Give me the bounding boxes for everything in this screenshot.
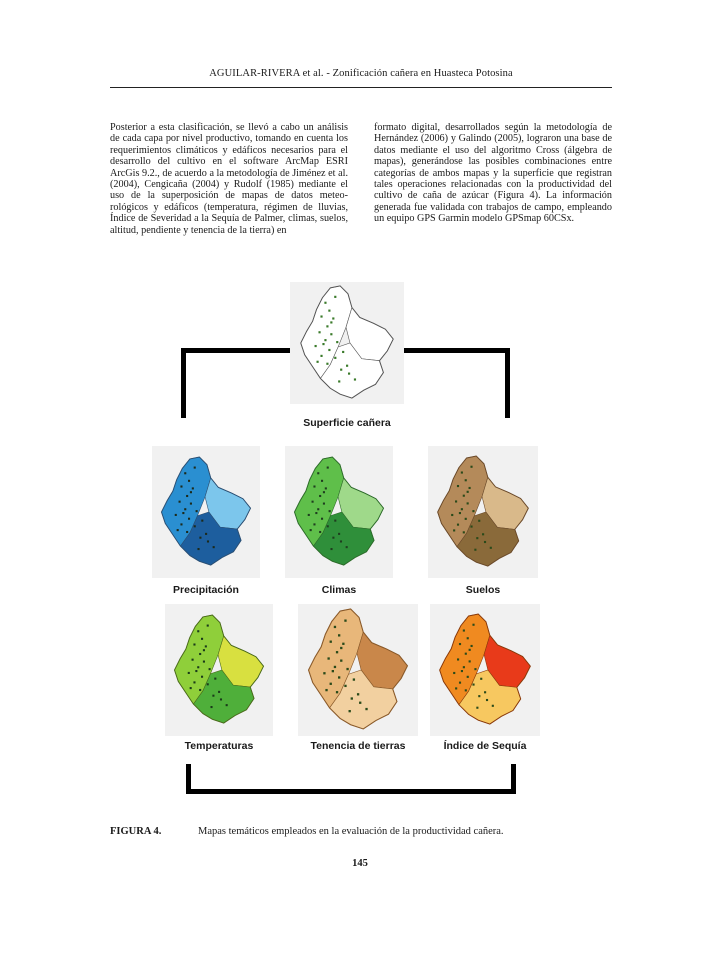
cane-area-mark — [334, 520, 336, 522]
cane-area-mark — [359, 702, 361, 704]
cane-area-mark — [207, 540, 209, 542]
cane-area-mark — [469, 487, 471, 489]
cane-area-mark — [210, 706, 212, 708]
cane-area-mark — [315, 512, 317, 514]
cane-area-mark — [340, 369, 342, 371]
cane-area-mark — [476, 537, 478, 539]
cane-area-mark — [474, 668, 476, 670]
cane-area-mark — [177, 529, 179, 531]
cane-area-mark — [344, 685, 346, 687]
cane-area-mark — [328, 349, 330, 351]
cane-area-mark — [199, 653, 201, 655]
map-indice-de-sequia — [430, 604, 540, 736]
map-drawing-suelos — [428, 446, 538, 578]
cane-area-mark — [471, 645, 473, 647]
cane-area-mark — [461, 670, 463, 672]
cane-area-mark — [193, 681, 195, 683]
cane-area-mark — [482, 533, 484, 535]
map-temperaturas — [165, 604, 273, 736]
cane-area-mark — [324, 302, 326, 304]
cane-area-mark — [465, 653, 467, 655]
cane-area-mark — [459, 512, 461, 514]
cane-area-mark — [329, 510, 331, 512]
cane-area-mark — [465, 689, 467, 691]
cane-area-mark — [336, 691, 338, 693]
cane-area-mark — [213, 546, 215, 548]
cane-area-mark — [184, 508, 186, 510]
cane-area-mark — [207, 625, 209, 627]
cane-area-mark — [190, 503, 192, 505]
cane-area-mark — [455, 500, 457, 502]
map-drawing-superficie — [290, 282, 404, 404]
cane-area-mark — [205, 645, 207, 647]
cane-area-mark — [315, 345, 317, 347]
cane-area-mark — [340, 659, 342, 661]
cane-area-mark — [342, 351, 344, 353]
cane-area-mark — [327, 467, 329, 469]
cane-area-mark — [325, 487, 327, 489]
cane-area-mark — [486, 699, 488, 701]
figure-caption-label: FIGURA 4. — [110, 826, 162, 837]
cane-area-mark — [220, 698, 222, 700]
cane-area-mark — [470, 466, 472, 468]
label-temperaturas: Temperaturas — [184, 740, 254, 752]
cane-area-mark — [336, 341, 338, 343]
cane-area-mark — [318, 331, 320, 333]
cane-area-mark — [490, 547, 492, 549]
cane-area-mark — [348, 373, 350, 375]
cane-area-mark — [195, 670, 197, 672]
cane-area-mark — [184, 472, 186, 474]
map-drawing-climas — [285, 446, 393, 578]
cane-area-mark — [188, 480, 190, 482]
cane-area-mark — [351, 697, 353, 699]
label-superficie-canera: Superficie cañera — [303, 417, 391, 429]
cane-area-mark — [201, 676, 203, 678]
cane-area-mark — [457, 658, 459, 660]
cane-area-mark — [344, 619, 346, 621]
cane-area-mark — [461, 471, 463, 473]
cane-area-mark — [188, 518, 190, 520]
cane-area-mark — [319, 531, 321, 533]
cane-area-mark — [313, 485, 315, 487]
cane-area-mark — [461, 508, 463, 510]
cane-area-mark — [322, 343, 324, 345]
cane-area-mark — [320, 315, 322, 317]
cane-area-mark — [346, 668, 348, 670]
cane-area-mark — [340, 540, 342, 542]
cane-area-mark — [326, 363, 328, 365]
cane-area-mark — [214, 678, 216, 680]
cane-area-mark — [467, 491, 469, 493]
cane-area-mark — [455, 687, 457, 689]
cane-area-mark — [197, 548, 199, 550]
cane-area-mark — [338, 380, 340, 382]
label-tenencia-de-tierras: Tenencia de tierras — [310, 740, 406, 752]
cane-area-mark — [325, 689, 327, 691]
cane-area-mark — [457, 524, 459, 526]
cane-area-mark — [474, 549, 476, 551]
cane-area-mark — [484, 541, 486, 543]
cane-area-mark — [469, 649, 471, 651]
cane-area-mark — [190, 687, 192, 689]
cane-area-mark — [472, 684, 474, 686]
map-precipitacion — [152, 446, 260, 578]
cane-area-mark — [338, 533, 340, 535]
cane-area-mark — [308, 514, 310, 516]
map-drawing-tenencia — [298, 604, 418, 736]
cane-area-mark — [323, 503, 325, 505]
cane-area-mark — [354, 378, 356, 380]
cane-area-mark — [190, 491, 192, 493]
map-drawing-temperaturas — [165, 604, 273, 736]
cane-area-mark — [463, 531, 465, 533]
cane-area-mark — [334, 296, 336, 298]
cane-area-mark — [226, 704, 228, 706]
cane-area-mark — [338, 676, 340, 678]
cane-area-mark — [317, 361, 319, 363]
label-climas: Climas — [321, 584, 357, 596]
cane-area-mark — [330, 641, 332, 643]
cane-area-mark — [205, 533, 207, 535]
cane-area-mark — [328, 310, 330, 312]
cane-area-mark — [199, 537, 201, 539]
cane-area-mark — [470, 526, 472, 528]
figure-caption-text: Mapas temáticos empleados en la evaluación de la productividad cañera. — [198, 826, 504, 837]
cane-area-mark — [365, 708, 367, 710]
cane-area-mark — [478, 520, 480, 522]
cane-area-mark — [484, 691, 486, 693]
cane-area-mark — [310, 529, 312, 531]
cane-area-mark — [320, 355, 322, 357]
cane-area-mark — [196, 510, 198, 512]
cane-area-mark — [330, 683, 332, 685]
cane-area-mark — [457, 485, 459, 487]
cane-area-mark — [330, 548, 332, 550]
cane-area-mark — [212, 695, 214, 697]
cane-area-mark — [467, 637, 469, 639]
label-indice-de-sequia: Índice de Sequía — [443, 740, 527, 752]
cane-area-mark — [334, 666, 336, 668]
cane-area-mark — [182, 512, 184, 514]
cane-area-mark — [467, 676, 469, 678]
label-precipitacion: Precipitación — [173, 584, 239, 596]
cane-area-mark — [317, 472, 319, 474]
cane-area-mark — [342, 643, 344, 645]
cane-area-mark — [453, 529, 455, 531]
map-climas — [285, 446, 393, 578]
cane-area-mark — [326, 325, 328, 327]
cane-area-mark — [465, 479, 467, 481]
cane-area-mark — [465, 518, 467, 520]
cane-area-mark — [201, 520, 203, 522]
cane-area-mark — [338, 634, 340, 636]
cane-area-mark — [353, 678, 355, 680]
cane-area-mark — [203, 661, 205, 663]
cane-area-mark — [186, 531, 188, 533]
cane-area-mark — [469, 660, 471, 662]
cane-area-mark — [340, 647, 342, 649]
cane-area-mark — [194, 525, 196, 527]
cane-area-mark — [193, 643, 195, 645]
cane-area-mark — [194, 467, 196, 469]
cane-area-mark — [203, 649, 205, 651]
body-text-left-column: Posterior a esta clasificación, se llevó a cabo un análisis de cada capa por nivel productivo, tomando en cuenta los requerimientos climáticos y edáficos necesarios para el desarrollo del cultivo en el software ArcMap ESRI ArcGis 9.2., de acuerdo a la metodología de Jiménez et al. (2004), Cengicaña (2004) y Rudolf (1985) mediante el uso de la superposición de mapas de datos meteo-rológicos y edáficos (temperatura, régimen de lluvias, Índice de Severidad a la Sequía de Palmer, climas, suelos, altitud, pendiente y tenencia de la tierra) en — [110, 122, 348, 236]
cane-area-mark — [492, 705, 494, 707]
cane-area-mark — [319, 495, 321, 497]
cane-area-mark — [179, 501, 181, 503]
cane-area-mark — [334, 626, 336, 628]
cane-area-mark — [209, 668, 211, 670]
cane-area-mark — [186, 495, 188, 497]
cane-area-mark — [451, 514, 453, 516]
map-tenencia-de-tierras — [298, 604, 418, 736]
map-drawing-precipitacion — [152, 446, 260, 578]
figure-caption — [110, 826, 630, 837]
cane-area-mark — [192, 487, 194, 489]
cane-area-mark — [323, 491, 325, 493]
cane-area-mark — [346, 546, 348, 548]
cane-area-mark — [180, 523, 182, 525]
cane-area-mark — [218, 691, 220, 693]
cane-area-mark — [188, 672, 190, 674]
cane-area-mark — [317, 508, 319, 510]
map-suelos — [428, 446, 538, 578]
cane-area-mark — [330, 333, 332, 335]
body-text-right-column: formato digital, desarrollados según la metodología de Hernández (2006) y Galindo (2005), lograron una base de datos mediante el uso del algoritmo Cross (álgebra de mapas), generándose las posibles combinaciones entre categorías de ambos mapas y la superficie que registran tales operaciones relacionadas con la productividad del cultivo de caña de azúcar (Figura 4). La información generada fue validada con trabajos de campo, empleando un equipo GPS Garmin modelo GPSmap 60CSx. — [374, 122, 612, 225]
cane-area-mark — [357, 693, 359, 695]
header-rule — [110, 87, 612, 88]
cane-area-mark — [321, 480, 323, 482]
cane-area-mark — [332, 537, 334, 539]
cane-area-mark — [478, 695, 480, 697]
cane-area-mark — [327, 525, 329, 527]
cane-area-mark — [313, 523, 315, 525]
cane-area-mark — [472, 624, 474, 626]
cane-area-mark — [476, 707, 478, 709]
cane-area-mark — [330, 321, 332, 323]
cane-area-mark — [324, 339, 326, 341]
cane-area-mark — [197, 630, 199, 632]
cane-area-mark — [480, 678, 482, 680]
cane-area-mark — [201, 638, 203, 640]
cane-area-mark — [332, 317, 334, 319]
running-header: AGUILAR-RIVERA et al. - Zonificación cañera en Huasteca Potosina — [209, 68, 513, 79]
cane-area-mark — [472, 510, 474, 512]
cane-area-mark — [336, 651, 338, 653]
map-drawing-sequia — [430, 604, 540, 736]
cane-area-mark — [463, 629, 465, 631]
label-suelos: Suelos — [465, 584, 501, 596]
cane-area-mark — [332, 670, 334, 672]
cane-area-mark — [349, 710, 351, 712]
cane-area-mark — [197, 666, 199, 668]
cane-area-mark — [199, 689, 201, 691]
page-number: 145 — [352, 858, 368, 869]
cane-area-mark — [180, 485, 182, 487]
cane-area-mark — [346, 365, 348, 367]
cane-area-mark — [459, 643, 461, 645]
cane-area-mark — [334, 357, 336, 359]
cane-area-mark — [207, 683, 209, 685]
cane-area-mark — [459, 682, 461, 684]
map-superficie-canera — [290, 282, 404, 404]
cane-area-mark — [327, 657, 329, 659]
cane-area-mark — [175, 514, 177, 516]
cane-area-mark — [463, 495, 465, 497]
cane-area-mark — [323, 672, 325, 674]
cane-area-mark — [192, 659, 194, 661]
cane-area-mark — [467, 502, 469, 504]
cane-area-mark — [453, 672, 455, 674]
figure-bracket-bottom — [186, 764, 516, 794]
cane-area-mark — [321, 518, 323, 520]
cane-area-mark — [312, 501, 314, 503]
cane-area-mark — [463, 666, 465, 668]
